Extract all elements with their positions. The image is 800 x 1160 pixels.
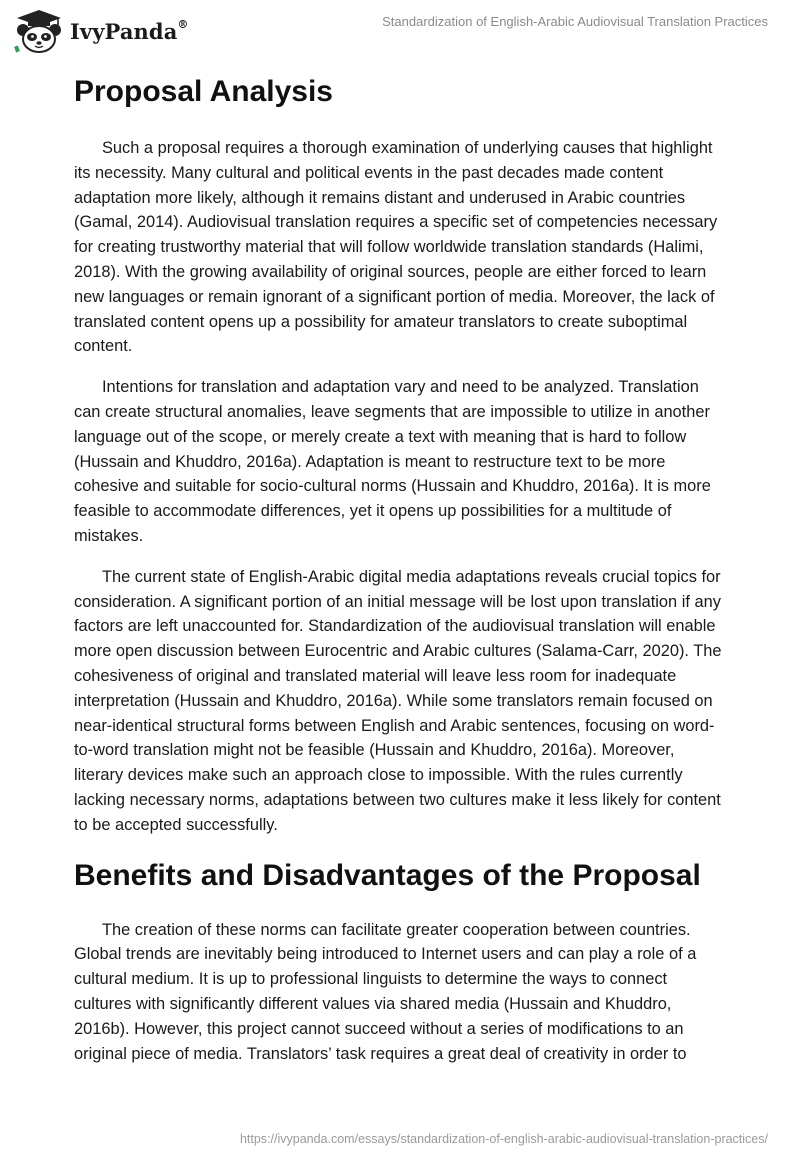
paragraph: Intentions for translation and adaptation vary and need to be analyzed. Translation can create structural anomalies, leave segments that are impossible to utilize in another language out of the scope, or merely create a text with meaning that is hard to follow (Hussain and Khuddro, 2016a). Adaptation is meant to restructure text to be more cohesive and suitable for socio-cultural norms (Hussain and Khuddro, 2016a). It is more feasible to accommodate differences, yet it opens up possibilities for a multitude of mistakes. (74, 378, 711, 545)
section-heading-proposal-analysis: Proposal Analysis (74, 75, 333, 108)
page-header (0, 0, 800, 64)
brand-logo[interactable] (14, 8, 189, 54)
section-heading-benefits-disadvantages: Benefits and Disadvantages of the Proposal (74, 858, 701, 892)
document-title: Standardization of English-Arabic Audiovisual Translation Practices (382, 14, 768, 29)
source-url[interactable]: https://ivypanda.com/essays/standardization-of-english-arabic-audiovisual-translation-practices/ (239, 1132, 768, 1146)
article-body (74, 72, 724, 1066)
paragraph: The current state of English-Arabic digital media adaptations reveals crucial topics for consideration. A significant portion of an initial message will be lost upon translation if any factors are left unaccounted for. Standardization of the audiovisual translation will enable more open discussion between Eurocentric and Arabic cultures (Salama-Carr, 2020). The cohesiveness of original and translated material will leave less room for inadequate interpretation (Hussain and Khuddro, 2016a). While some translators remain focused on near-identical structural forms between English and Arabic sentences, focusing on word-to-word translation might not be feasible (Hussain and Khuddro, 2016a). Moreover, literary devices make such an approach close to impossible. With the rules currently lacking necessary norms, adaptations between two cultures make it less likely for content to be accepted successfully. (74, 567, 722, 834)
panda-graduate-icon (14, 8, 64, 54)
brand-name: IvyPanda® (70, 17, 189, 44)
paragraph: Such a proposal requires a thorough examination of underlying causes that highlight its necessity. Many cultural and political events in the past decades made content adaptation more likely, although it remains distant and underused in Arabic countries (Gamal, 2014). Audiovisual translation requires a specific set of competencies necessary for creating trustworthy material that will follow worldwide translation standards (Halimi, 2018). With the growing availability of original sources, people are either forced to learn new languages or remain ignorant of a significant portion of media. Moreover, the lack of translated content opens up a possibility for amateur translators to create suboptimal content. (74, 139, 718, 356)
paragraph: The creation of these norms can facilitate greater cooperation between countries. Global trends are inevitably being introduced to Internet users and can play a role of a cultural medium. It is up to professional linguists to determine the ways to connect cultures with significantly different values via shared media (Hussain and Khuddro, 2016b). However, this project cannot succeed without a series of modifications to an original piece of media. Translators’ task requires a great deal of creativity in order to (74, 920, 697, 1063)
